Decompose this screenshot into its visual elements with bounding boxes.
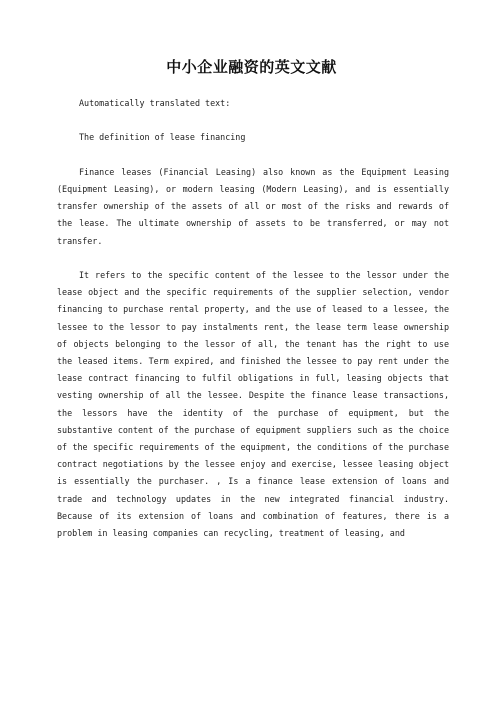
document-title: 中小企业融资的英文文献 xyxy=(166,58,337,76)
paragraph-gap xyxy=(57,147,449,164)
paragraph-intro: Automatically translated text: xyxy=(79,98,231,108)
paragraph-definition: Finance leases (Financial Leasing) also known as the Equipment Leasing (Equipment Leasing), or modern leasing (Modern Leasing), and is essentially transfer ownership of the assets of all or most of the risks and rewards of the lease. The ultimate ownership of assets to be transferred, or may not transfer. xyxy=(57,166,449,246)
paragraph-heading: The definition of lease financing xyxy=(79,132,246,143)
paragraph-gap xyxy=(57,112,449,129)
paragraph-details: It refers to the specific content of the lessee to the lessor under the lease object and the specific requirements of the supplier selection, vendor financing to purchase rental property, and the use of leased to a lessee, the lessee to the lessor to pay instalments rent, the lease term lease ownership of objects belonging to the lessor of all, the tenant has the right to use the leased items. Term expired, and finished the lessee to pay rent under the lease contract financing to fulfil obligations in full, leasing objects that vesting ownership of all the lessee. Despite the finance lease transactions, the lessors have the identity of the purchase of equipment, but the substantive content of the purchase of equipment suppliers such as the choice of the specific requirements of the equipment, the conditions of the purchase contract negotiations by the lessee enjoy and exercise, lessee leasing object is essentially the purchaser. , Is a finance lease extension of loans and trade and technology updates in the new integrated financial industry. Because of its extension of loans and combination of features, there is a problem in leasing companies can recycling, treatment of leasing, and xyxy=(57,269,449,539)
document-body xyxy=(57,95,449,542)
paragraph-gap xyxy=(57,250,449,267)
